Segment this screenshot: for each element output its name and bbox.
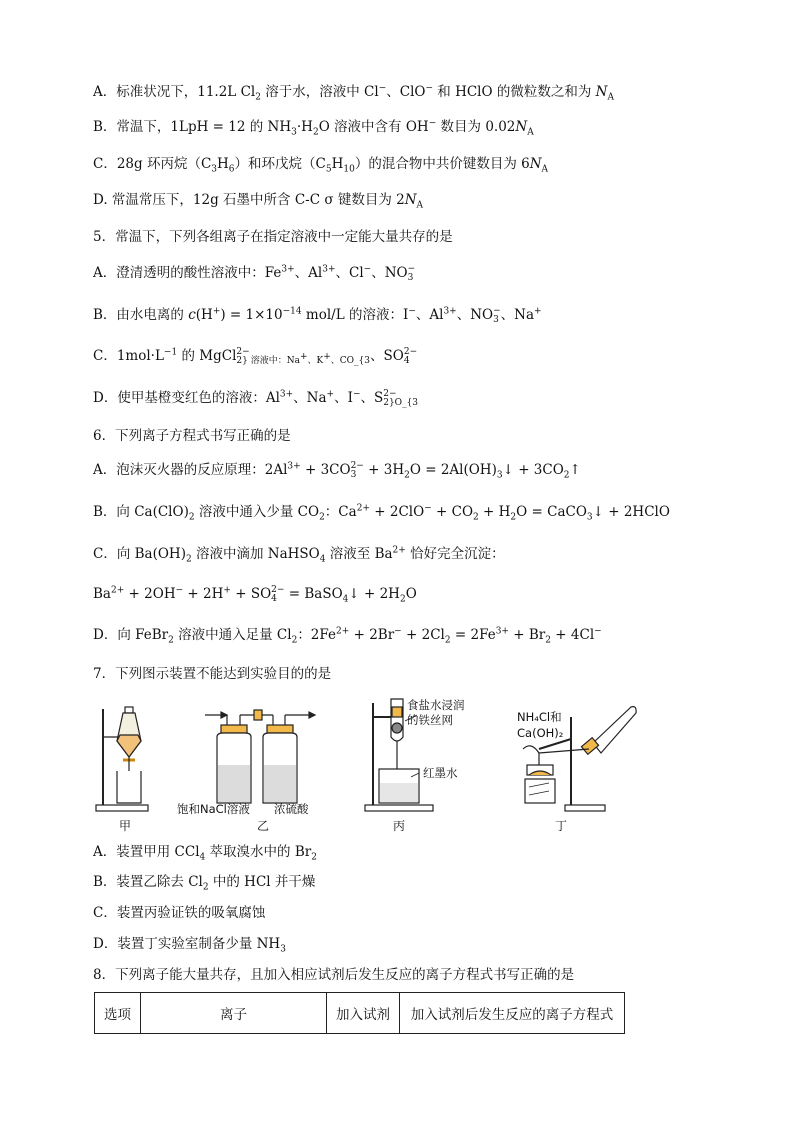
line-q4b: B．常温下，1LpH = 12 的 $NH_3\cdot H_2O$ 溶液中含有 OH− 数目为 $0.02N_A$ <box>93 118 534 138</box>
apparatus-yi <box>205 710 315 803</box>
line-q5c: C．$1mol\cdot L^{-1}$ 的 MgCl 2− 2} 溶液中：Na+、K+、CO_{3 、SO 2− 4 <box>93 346 418 366</box>
line-q6a: A．泡沫灭火器的反应原理：$2Al^{3+} + 3CO$ 2− 3 + $3H_2O$ = $2Al(OH)_3↓$ + $3CO_2↑$ <box>93 460 581 481</box>
label-ding: 丁 <box>555 819 568 833</box>
line-q7b: B．装置乙除去 $Cl_2$ 中的 HCl 并干燥 <box>93 874 316 893</box>
line-q4a: A．标准状况下，11.2L $Cl_2$ 溶于水，溶液中 Cl−、ClO− 和 HClO 的微粒数之和为 $N_A$ <box>93 83 614 103</box>
line-q7a: A．装置甲用 CCl$_4$ 萃取溴水中的 $Br_2$ <box>93 844 317 863</box>
line-q7c: C．装置丙验证铁的吸氧腐蚀 <box>93 905 266 921</box>
line-q4c: C．28g 环丙烷$(C_3H_6)$和环戊烷$(C_5H_{10})$的混合物中共价键数目为 $6N_A$ <box>93 156 549 175</box>
line-q6c2: $Ba^{2+} + 2OH^- + 2H^+$ + SO 2− 4 = BaSO$_4$↓ + $2H_2O$ <box>93 584 417 605</box>
header-option: 选项 <box>95 993 141 1034</box>
line-q4d: D. 常温常压下，12g 石墨中所含 C-C σ 键数目为 $2N_A$ <box>93 192 424 211</box>
line-q5d: D．使甲基橙变红色的溶液：$Al^{3+}$、Na+、I−、S 2− 2}O_{3 <box>93 388 419 408</box>
label-iron-1: 食盐水浸润 <box>407 698 465 712</box>
line-q8: 8．下列离子能大量共存，且加入相应试剂后发生反应的离子方程式书写正确的是 <box>93 967 575 983</box>
label-h2so4: 浓硫酸 <box>274 802 309 816</box>
header-equation: 加入试剂后发生反应的离子方程式 <box>400 993 625 1034</box>
header-ions: 离子 <box>141 993 327 1034</box>
label-ink: 红墨水 <box>423 766 458 780</box>
line-q6c: C．向 $Ba(OH)_2$ 溶液中滴加 NaHSO$_4$ 溶液至 $Ba^{2+}$ 恰好完全沉淀： <box>93 545 505 565</box>
label-jia: 甲 <box>119 819 132 833</box>
header-reagent: 加入试剂 <box>327 993 400 1034</box>
line-q6: 6．下列离子方程式书写正确的是 <box>93 428 291 444</box>
apparatus-jia <box>96 707 148 811</box>
line-q5b: B．由水电离的 $c(H^+) = 1\times 10^{-14}$ mol/L 的溶液：I−、$Al^{3+}$、NO − 3 、Na+ <box>93 305 542 325</box>
line-q6d: D．向 FeBr$_2$ 溶液中通入足量 $Cl_2$：$2Fe^{2+} + 2Br^- + 2Cl_2 = 2Fe^{3+} + Br_2 + 4Cl^-$ <box>93 626 602 646</box>
line-q6b: B．向 $Ca(ClO)_2$ 溶液中通入少量 $CO_2$：$Ca^{2+} + 2ClO^- + CO_2 + H_2O$ = CaCO$_3$↓ + 2HClO <box>93 503 670 523</box>
label-nh4cl: NH₄Cl和 <box>517 710 562 724</box>
table-header-row <box>95 993 625 1034</box>
label-iron-2: 的铁丝网 <box>407 713 453 727</box>
label-yi: 乙 <box>257 819 270 833</box>
label-bing: 丙 <box>393 819 406 833</box>
label-caoh2: Ca(OH)₂ <box>517 726 564 740</box>
line-q7d: D．装置丁实验室制备少量 $NH_3$ <box>93 936 286 955</box>
line-q5: 5．常温下，下列各组离子在指定溶液中一定能大量共存的是 <box>93 229 453 245</box>
line-q5a: A．澄清透明的酸性溶液中：$Fe^{3+}$、$Al^{3+}$、Cl−、NO − 3 <box>93 263 416 283</box>
options-table <box>94 992 625 1034</box>
apparatus-figure <box>93 693 653 839</box>
line-q7: 7．下列图示装置不能达到实验目的的是 <box>93 666 332 682</box>
label-nacl: 饱和NaCl溶液 <box>177 802 250 816</box>
